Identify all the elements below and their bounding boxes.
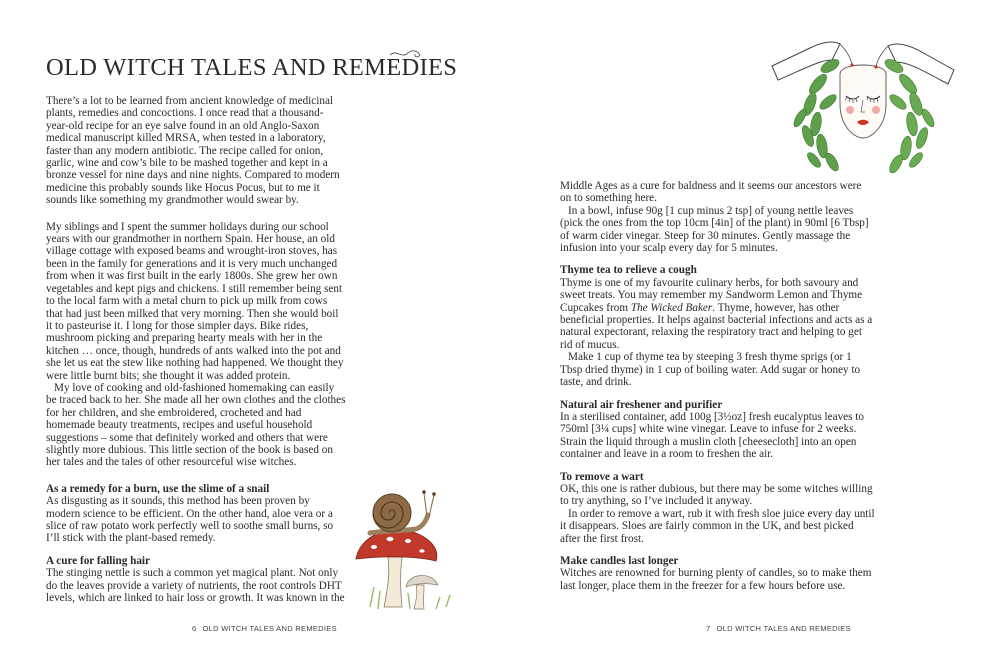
intro-paragraph: There’s a lot to be learned from ancient knowledge of medicinal plants, remedies and concoctions. I once read that a thousand-year-old recipe for an eye salve found in an old Anglo-Saxon medical manuscript killed MRSA, when tested in a laboratory, faster than any modern antibiotic. The recipe called for onion, garlic, wine and cow’s bile to be mashed together and kept in a bronze vessel for nine days and nine nights. Compared to modern medicine this probably sounds like Hocus Pocus, but to me it sounds like something my grandmother would swear by. bbox=[46, 95, 340, 207]
right-text-column bbox=[560, 180, 875, 592]
flourish-ornament bbox=[388, 47, 422, 61]
burn-remedy-heading: As a remedy for a burn, use the slime of a snail bbox=[46, 482, 270, 495]
witch-face-illustration bbox=[770, 26, 956, 176]
hair-cure-continued: Middle Ages as a cure for baldness and it seems our ancestors were on to something here. bbox=[560, 180, 862, 205]
hair-cure-heading: A cure for falling hair bbox=[46, 554, 150, 567]
air-freshener-heading: Natural air freshener and purifier bbox=[560, 398, 723, 411]
snail-mushroom-illustration bbox=[350, 475, 462, 613]
running-footer: OLD WITCH TALES AND REMEDIES bbox=[716, 624, 851, 633]
thyme-tea-text-a: Thyme is one of my favourite culinary herbs, for both savoury and sweet treats. You may remember my Sandworm Lemon and Thyme Cupcakes from bbox=[560, 276, 863, 314]
running-footer: OLD WITCH TALES AND REMEDIES bbox=[202, 624, 337, 633]
candles-heading: Make candles last longer bbox=[560, 554, 679, 567]
thyme-tea-method: Make 1 cup of thyme tea by steeping 3 fresh thyme sprigs (or 1 Tbsp dried thyme) in 1 cup of boiling water. Add sugar or honey to taste, and drink. bbox=[560, 351, 861, 389]
thyme-tea-text-b: . Thyme, however, has other beneficial properties. It helps against bacterial infections and acts as a natural expectorant, relaxing the respiratory tract and helping to get rid of mucus. bbox=[560, 301, 873, 351]
right-page-footer bbox=[706, 624, 851, 633]
book-title: The Wicked Baker bbox=[630, 301, 713, 314]
air-freshener-text: In a sterilised container, add 100g [3½oz] fresh eucalyptus leaves to 750ml [3¼ cups] white wine vinegar. Leave to infuse for 2 weeks. Strain the liquid through a muslin cloth [cheesecloth] into an open container and leave in a room to freshen the air. bbox=[560, 410, 864, 461]
thyme-tea-heading: Thyme tea to relieve a cough bbox=[560, 264, 697, 277]
hair-cure-text: The stinging nettle is such a common yet magical plant. Not only do the leaves provide a variety of nutrients, the root controls DHT levels, which are linked to hair loss or growth. It was known in the bbox=[46, 567, 345, 605]
thyme-tea-text bbox=[560, 277, 875, 351]
candles-text: Witches are renowned for burning plenty of candles, so to make them last longer, place them in the freezer for a few hours before use. bbox=[560, 567, 872, 592]
left-page-footer bbox=[192, 624, 337, 633]
childhood-paragraph: My siblings and I spent the summer holidays during our school years with our grandmother in northern Spain. Her house, an old village cottage with exposed beams and wrought-iron stoves, has been in the family for generations and it is very much unchanged from when it was first built in the early 1800s. She grew her own vegetables and kept pigs and chickens. I still remember being sent to the local farm with a metal churn to pick up milk from cows that had just been milked that very morning. Then she would boil it to pasteurise it. I long for those simpler days. Bike rides, mushroom picking and preparing hearty meals with her in the kitchen … once, though, hundreds of ants walked into the pot and she let us eat the stew like nothing had happened. We thought they were little burnt bits; she thought it was added protein. bbox=[46, 220, 344, 382]
wart-heading: To remove a wart bbox=[560, 470, 644, 483]
page-title: OLD WITCH TALES AND REMEDIES bbox=[46, 54, 458, 82]
page-number: 7 bbox=[706, 624, 711, 633]
left-text-column bbox=[46, 95, 346, 604]
burn-remedy-text: As disgusting as it sounds, this method has been proven by modern science to be efficient. On the other hand, aloe vera or a slice of raw potato work perfectly well to soothe small burns, so I’ll stick with the plant-based remedy. bbox=[46, 495, 334, 545]
wart-text: OK, this one is rather dubious, but there may be some witches willing to try anything, so I’ve included it anyway. bbox=[560, 482, 873, 508]
hair-cure-method: In a bowl, infuse 90g [1 cup minus 2 tsp] of young nettle leaves (pick the ones from the top 10cm [4in] of the plant) in 90ml [6 Tbsp] of warm cider vinegar. Steep for 30 minutes. Gently massage the infusion into your scalp every day for 5 minutes. bbox=[560, 204, 869, 255]
page-number: 6 bbox=[192, 624, 197, 633]
wart-method: In order to remove a wart, rub it with fresh sloe juice every day until it disappears. Sloes are fairly common in the UK, and best picked after the first frost. bbox=[560, 507, 875, 545]
homemaking-paragraph: My love of cooking and old-fashioned homemaking can easily be traced back to her. She made all her own clothes and the clothes for her children, and she embroidered, crocheted and had homemade beauty treatments, recipes and useful household suggestions – some that definitely worked and others that were slightly more dubious. This little section of the book is based on her tales and the tales of other resourceful wise witches. bbox=[46, 381, 346, 469]
